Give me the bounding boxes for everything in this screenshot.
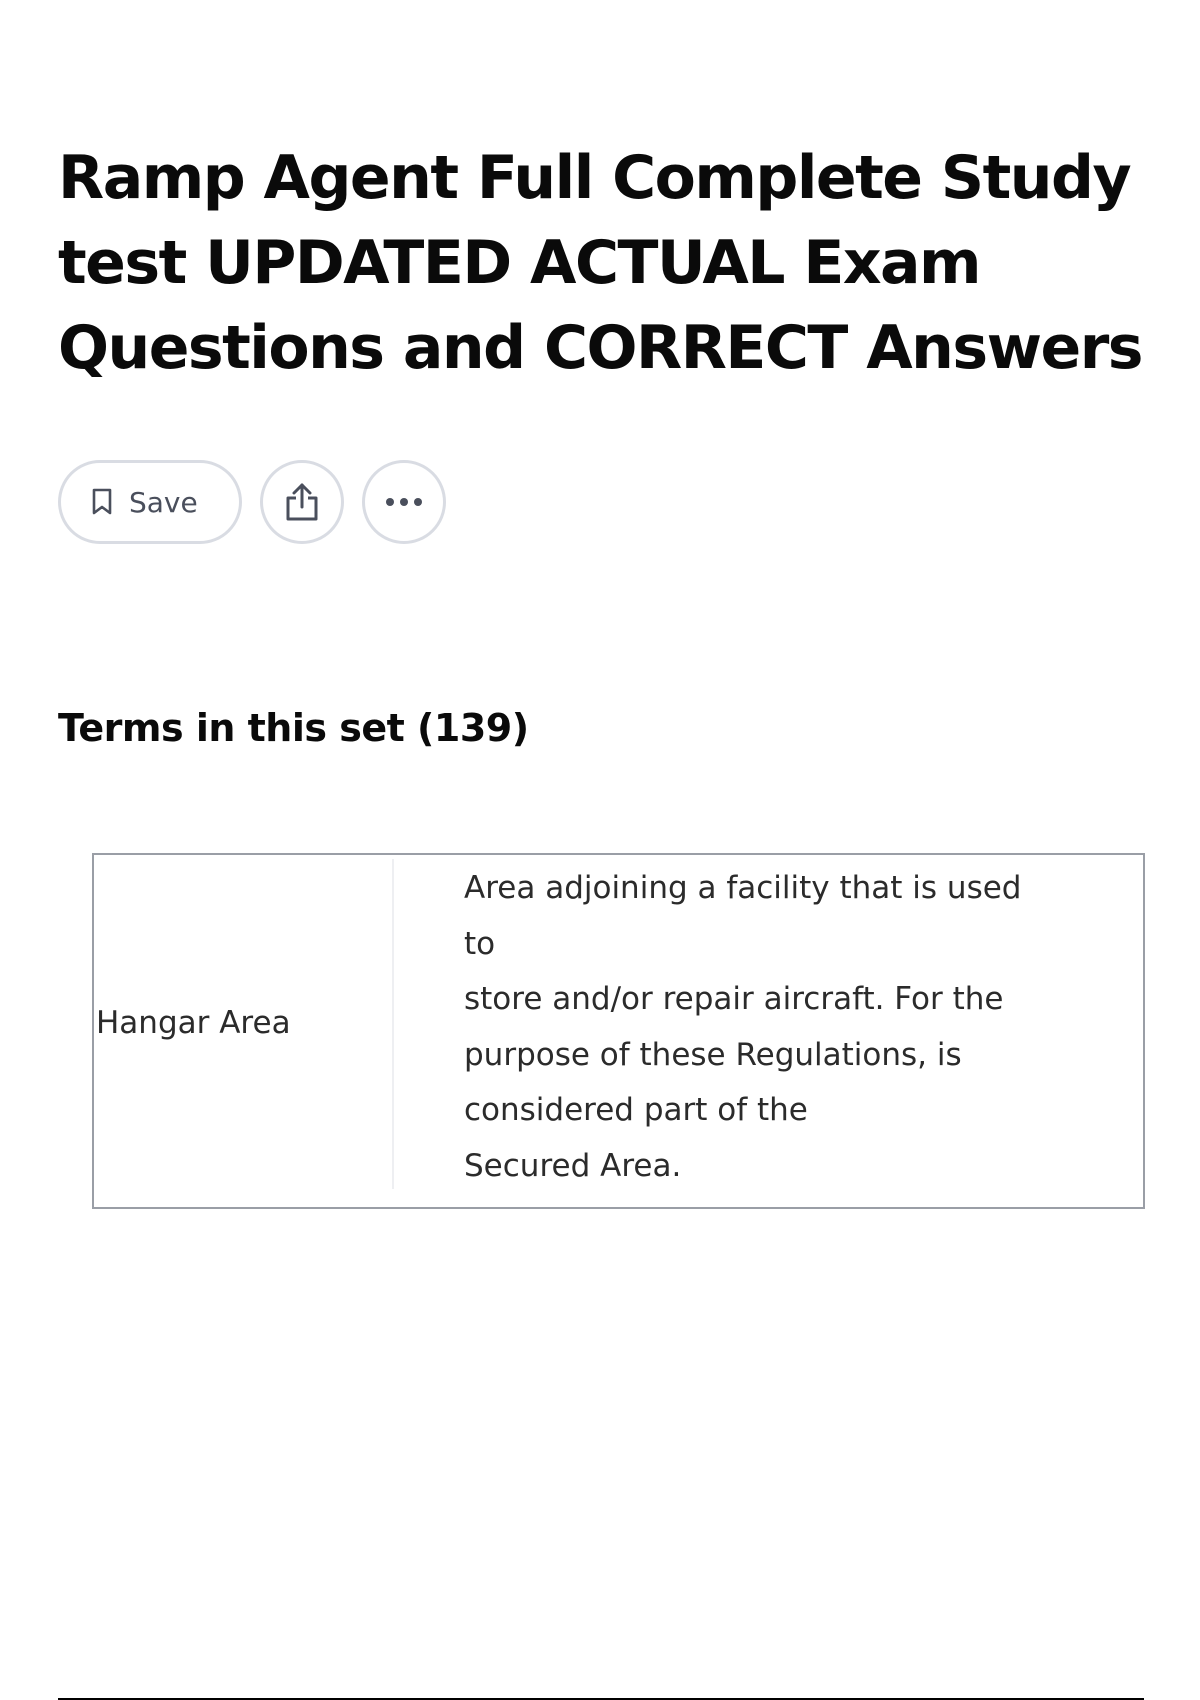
save-button[interactable] (58, 460, 242, 544)
bookmark-icon (91, 488, 113, 516)
page-title: Ramp Agent Full Complete Study test UPDATED ACTUAL Exam Questions and CORRECT Answers (58, 143, 1143, 383)
more-options-button[interactable] (362, 460, 446, 544)
definition-line: store and/or repair aircraft. For the (464, 981, 1004, 1017)
share-icon (283, 481, 321, 523)
term-word: Hangar Area (96, 1005, 291, 1041)
definition-line: Secured Area. (464, 1147, 682, 1184)
action-bar (58, 460, 464, 544)
definition-line: Area adjoining a facility that is used (464, 870, 1022, 906)
save-button-label: Save (129, 485, 198, 519)
definition-line: to (464, 925, 496, 962)
definition-line: considered part of the (464, 1092, 808, 1128)
more-horizontal-icon (384, 497, 424, 507)
definition-line: purpose of these Regulations, is (464, 1036, 962, 1073)
term-definition (464, 861, 1104, 1194)
terms-count-heading: Terms in this set (139) (58, 706, 529, 750)
share-button[interactable] (260, 460, 344, 544)
term-card (92, 853, 1145, 1209)
term-divider (392, 859, 394, 1189)
